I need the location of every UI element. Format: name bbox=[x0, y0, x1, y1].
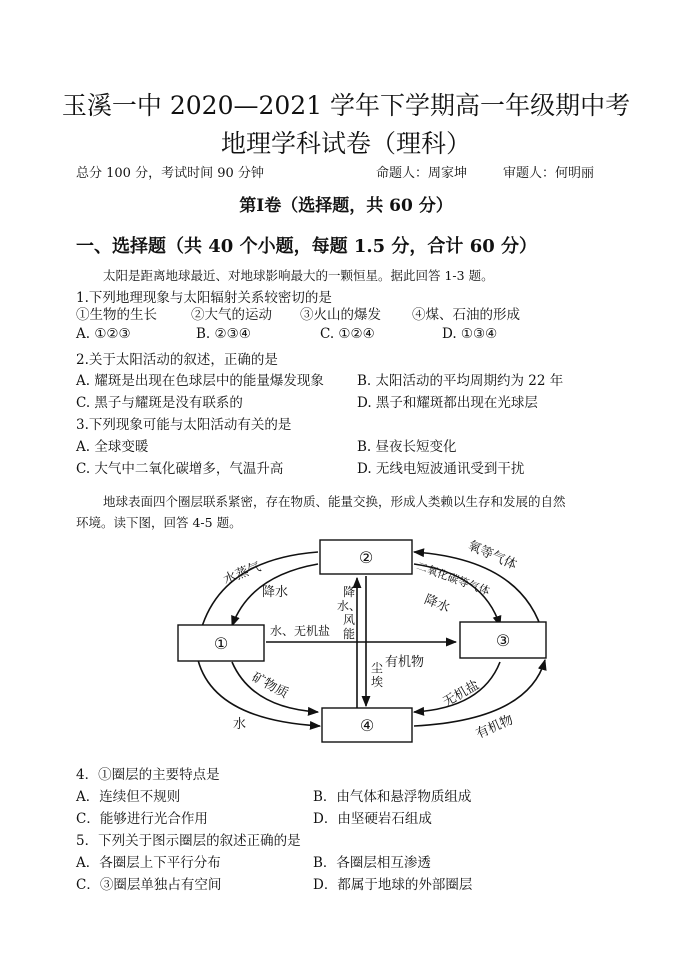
intro-2-line2: 环境。读下图，回答 4-5 题。 bbox=[76, 515, 242, 530]
label-outer-bl: 水 bbox=[233, 717, 247, 732]
label-center-h: 水、无机盐 bbox=[270, 624, 331, 638]
sphere-cycle-diagram bbox=[0, 530, 692, 760]
q3-option-d: D. 无线电短波通讯受到干扰 bbox=[357, 461, 525, 477]
box-4-label: ④ bbox=[359, 716, 375, 735]
label-center-down-2: 水、 bbox=[336, 599, 362, 613]
label-inner-tl: 降水 bbox=[262, 585, 289, 600]
q1-item: ②大气的运动 bbox=[191, 307, 272, 323]
q1-item: ①生物的生长 bbox=[76, 307, 157, 323]
q2-option-d: D. 黑子和耀斑都出现在光球层 bbox=[357, 395, 538, 411]
label-inner-tr-b: 降水 bbox=[422, 592, 452, 616]
q5-option-c: C．③圈层单独占有空间 bbox=[76, 877, 222, 893]
q2-option-b: B. 太阳活动的平均周期约为 22 年 bbox=[357, 373, 564, 389]
q4-option-a: A．连续但不规则 bbox=[76, 789, 181, 805]
q2-stem: 2.关于太阳活动的叙述，正确的是 bbox=[76, 352, 278, 368]
q1-stem: 1.下列地理现象与太阳辐射关系较密切的是 bbox=[76, 290, 332, 306]
label-center-down-1: 降 bbox=[342, 585, 356, 599]
q2-option-c: C. 黑子与耀斑是没有联系的 bbox=[76, 395, 243, 411]
q3-stem: 3.下列现象可能与太阳活动有关的是 bbox=[76, 417, 292, 433]
box-1-label: ① bbox=[213, 634, 229, 653]
label-outer-br: 有机物 bbox=[473, 712, 516, 743]
q3-option-b: B. 昼夜长短变化 bbox=[357, 439, 457, 455]
label-center-down-4: 能 bbox=[342, 627, 356, 641]
q5-stem: 5．下列关于图示圈层的叙述正确的是 bbox=[76, 833, 301, 849]
label-center-r: 有机物 bbox=[385, 655, 425, 670]
section1-title: 一、选择题（共 40 个小题，每题 1.5 分，合计 60 分） bbox=[76, 236, 538, 257]
q4-option-c: C．能够进行光合作用 bbox=[76, 811, 208, 827]
q1-option-a: A. ①②③ bbox=[76, 326, 131, 342]
label-center-up-2: 埃 bbox=[370, 675, 384, 689]
label-center-up-1: 尘 bbox=[370, 661, 384, 675]
q4-option-d: D．由坚硬岩石组成 bbox=[313, 811, 432, 827]
exam-title-line1: 玉溪一中 2020—2021 学年下学期高一年级期中考 bbox=[61, 91, 631, 120]
exam-reviewer: 审题人：何明丽 bbox=[503, 166, 595, 181]
q3-option-a: A. 全球变暖 bbox=[76, 439, 149, 455]
q1-option-d: D. ①③④ bbox=[442, 326, 498, 342]
label-outer-tr: 氧等气体 bbox=[465, 538, 520, 574]
q1-item: ③火山的爆发 bbox=[300, 307, 381, 323]
label-outer-tl: 水蒸气 bbox=[221, 559, 264, 589]
arrow-outer-br bbox=[414, 660, 545, 726]
arrow-outer-bl bbox=[198, 660, 320, 726]
q3-option-c: C. 大气中二氧化碳增多，气温升高 bbox=[76, 461, 284, 477]
label-inner-bl: 矿物质 bbox=[249, 670, 291, 702]
q2-option-a: A. 耀斑是出现在色球层中的能量爆发现象 bbox=[76, 373, 324, 389]
exam-title-line2: 地理学科试卷（理科） bbox=[220, 129, 471, 158]
box-2-label: ② bbox=[358, 548, 374, 567]
label-inner-br: 无机盐 bbox=[440, 677, 482, 711]
q5-option-a: A．各圈层上下平行分布 bbox=[76, 855, 221, 871]
label-center-down-3: 风 bbox=[342, 613, 356, 627]
q4-stem: 4．①圈层的主要特点是 bbox=[76, 767, 220, 783]
q1-option-b: B. ②③④ bbox=[196, 326, 251, 342]
part1-title: 第Ⅰ卷（选择题，共 60 分） bbox=[239, 196, 453, 216]
q1-item: ④煤、石油的形成 bbox=[412, 307, 520, 323]
q5-option-b: B．各圈层相互渗透 bbox=[313, 855, 431, 871]
exam-info: 总分 100 分，考试时间 90 分钟 bbox=[76, 166, 264, 181]
exam-setter: 命题人：周家坤 bbox=[376, 166, 468, 181]
label-inner-tr-a: 二氧化碳等气体 bbox=[414, 559, 492, 598]
intro-1: 太阳是距离地球最近、对地球影响最大的一颗恒星。据此回答 1-3 题。 bbox=[103, 268, 494, 283]
q5-option-d: D．都属于地球的外部圈层 bbox=[313, 877, 473, 893]
intro-2-line1: 地球表面四个圈层联系紧密，存在物质、能量交换，形成人类赖以生存和发展的自然 bbox=[103, 494, 566, 509]
box-3-label: ③ bbox=[495, 631, 511, 650]
q1-option-c: C. ①②④ bbox=[320, 326, 375, 342]
q4-option-b: B．由气体和悬浮物质组成 bbox=[313, 789, 472, 805]
